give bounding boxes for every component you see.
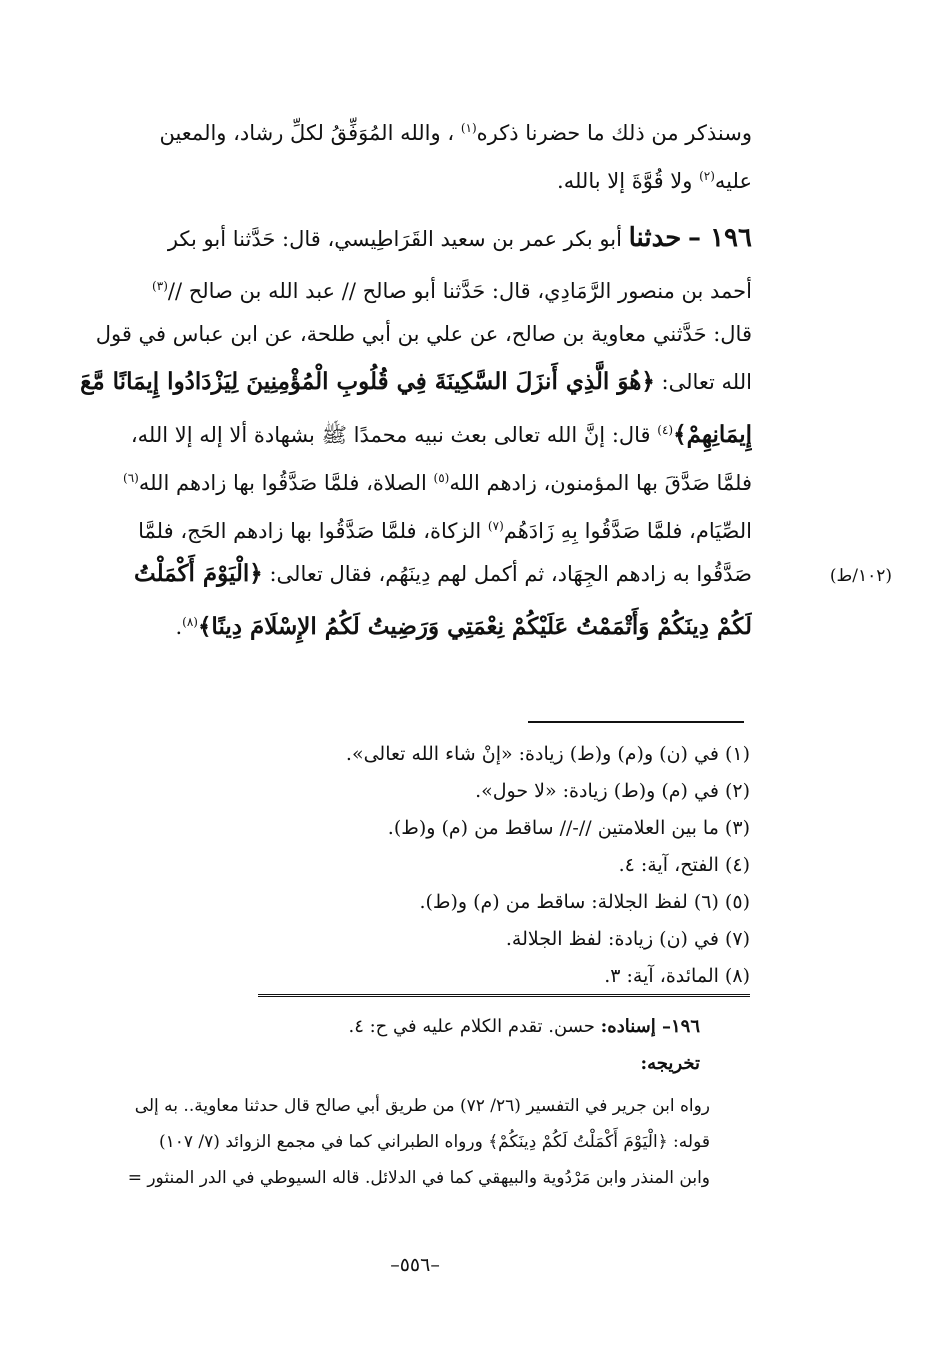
footnote-item: (٢) في (م) و(ط) زيادة: «لا حول».	[475, 780, 750, 802]
hadith-number: ١٩٦ –	[688, 223, 752, 253]
takhrij-line: قوله: ﴿الْيَوْمَ أَكْمَلْتُ لَكُمْ دِينَكُمْ﴾ ورواه الطبراني كما في مجمع الزوائد (٧/ ١٠٧)	[158, 1132, 710, 1152]
footnote-item: (٧) في (ن) زيادة: لفظ الجلالة.	[505, 928, 750, 950]
footnotes-list	[280, 736, 750, 995]
footnote-ref-2[interactable]: (٢)	[699, 169, 715, 183]
footnote-ref-7[interactable]: (٧)	[487, 519, 504, 533]
footnote-item: (٣) ما بين العلامتين //-// ساقط من (م) و(ط).	[387, 817, 750, 839]
hadith-line-5: إِيمَانِهِمْ﴾$^{(٤)}$ قال: إنَّ الله تعالى بعث نبيه محمدًا ﷺ بشهادة ألا إله إلا الله،	[130, 421, 752, 448]
footnote-item: (١) في (ن) و(م) و(ط) زيادة: «إنْ شاء الله تعالى».	[345, 743, 750, 765]
takhrij-text	[50, 1088, 710, 1196]
footnote-item: (٥) (٦) لفظ الجلالة: ساقط من (م) و(ط).	[419, 891, 750, 913]
footnote-divider	[528, 721, 744, 723]
intro-line-1: وسنذكر من ذلك ما حضرنا ذكره$^{(١)}$ ، والله المُوَفِّقُ لكلِّ رشاد، والمعين	[159, 121, 752, 145]
quran-verse-maida: ﴿الْيَوْمَ أَكْمَلْتُ	[134, 560, 263, 587]
takhrij-heading: تخريجه:	[640, 1053, 700, 1074]
quran-verse-fath-end: إِيمَانِهِمْ﴾	[673, 421, 752, 448]
footnote-ref-3[interactable]: (٣)	[152, 279, 168, 293]
hadith-paragraph	[52, 214, 752, 646]
takhrij-line: وابن المنذر وابن مَرْدُوية والبيهقي كما في الدلائل. قاله السيوطي في الدر المنثور =	[127, 1168, 710, 1188]
quran-verse-maida-end: لَكُمْ دِينَكُمْ وَأَتْمَمْتُ عَلَيْكُمْ نِعْمَتِي وَرَضِيتُ لَكُمُ الإِسْلَامَ دِينًا﴾	[197, 613, 752, 640]
footnote-item: (٤) الفتح، آية: ٤.	[618, 854, 750, 876]
commentary-divider	[258, 994, 750, 997]
isnad-note	[200, 1010, 700, 1044]
hadith-line-9: لَكُمْ دِينَكُمْ وَأَتْمَمْتُ عَلَيْكُمْ نِعْمَتِي وَرَضِيتُ لَكُمُ الإِسْلَامَ دِينًا﴾$^{(٨)}$.	[175, 613, 752, 640]
page-number: –٥٥٦–	[390, 1254, 440, 1276]
margin-manuscript-ref: (١٠٢/ط)	[829, 566, 892, 586]
hadith-line-8: صَدَّقُوا به زادهم الجِهَاد، ثم أكمل لهم دِينَهُم، فقال تعالى: ﴿الْيَوْمَ أَكْمَلْتُ	[134, 560, 752, 587]
isnad-label: ١٩٦– إسناده:	[600, 1016, 700, 1037]
hadith-line-2: أحمد بن منصور الرَّمَادِي، قال: حَدَّثنا أبو صالح // عبد الله بن صالح //$^{(٣)}$	[152, 279, 752, 303]
footnote-ref-1[interactable]: (١)	[460, 121, 477, 135]
haddathana-heading: حدثنا	[628, 223, 682, 253]
isnad-text: حسن. تقدم الكلام عليه في ح: ٤.	[348, 1016, 595, 1037]
footnote-ref-5[interactable]: (٥)	[433, 471, 450, 485]
intro-line-2: عليه$^{(٢)}$ ولا قُوَّةَ إلا بالله.	[557, 169, 752, 193]
footnote-ref-6[interactable]: (٦)	[123, 471, 139, 485]
footnote-ref-4[interactable]: (٤)	[657, 423, 674, 437]
hadith-line-6: فلمَّا صَدَّقَ بها المؤمنون، زادهم الله$^{(٥)}$ الصلاة، فلمَّا صَدَّقُوا بها زادهم الله$^{(٦)}$	[123, 471, 752, 495]
hadith-line-3: قال: حَدَّثني معاوية بن صالح، عن علي بن أبي طلحة، عن ابن عباس في قول	[95, 322, 752, 346]
footnote-ref-8[interactable]: (٨)	[182, 615, 198, 629]
quran-verse-fath: ﴿هُوَ الَّذِي أَنزَلَ السَّكِينَةَ فِي قُلُوبِ الْمُؤْمِنِينَ لِيَزْدَادُوا إِيمَانًا مَّعَ	[80, 368, 655, 395]
hadith-line-7: الصِّيَام، فلمَّا صَدَّقُوا بِهِ زَادَهُم$^{(٧)}$ الزكاة، فلمَّا صَدَّقُوا بها زادهم الحَج، فلمَّا	[138, 519, 752, 543]
hadith-line-1: ١٩٦ – حدثنا أبو بكر عمر بن سعيد القَرَاطِيسي، قال: حَدَّثنا أبو بكر	[167, 223, 752, 253]
footnote-item: (٨) المائدة، آية: ٣.	[604, 965, 750, 987]
intro-paragraph	[52, 104, 752, 200]
hadith-line-4: الله تعالى: ﴿هُوَ الَّذِي أَنزَلَ السَّكِينَةَ فِي قُلُوبِ الْمُؤْمِنِينَ لِيَزْدَادُوا إِيمَانًا مَّعَ	[80, 368, 752, 395]
takhrij-line: رواه ابن جرير في التفسير (٢٦/ ٧٢) من طريق أبي صالح قال حدثنا معاوية.. به إلى	[134, 1096, 710, 1116]
